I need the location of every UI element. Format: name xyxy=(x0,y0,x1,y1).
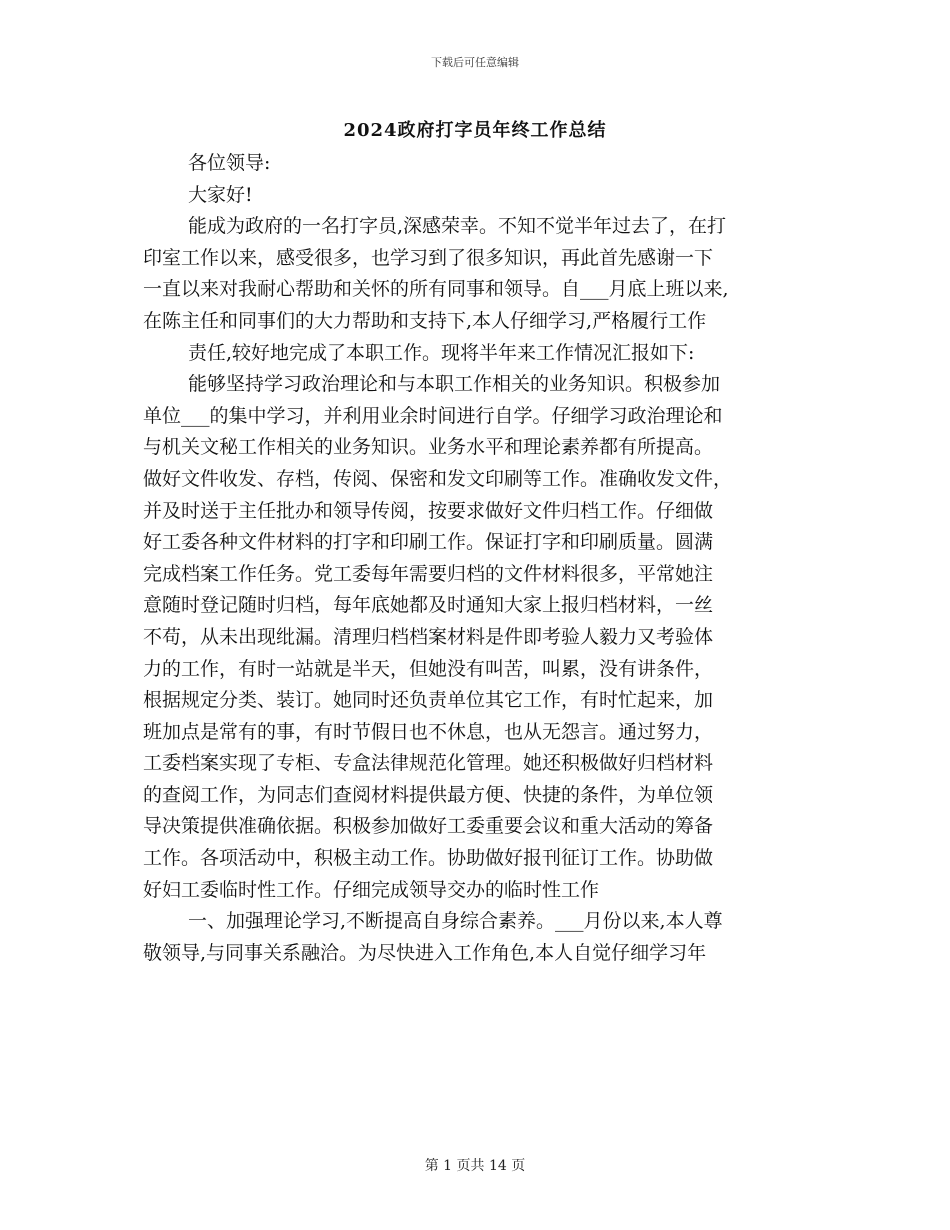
text-line: 能够坚持学习政治理论和与本职工作相关的业务知识。积极参加 xyxy=(188,373,721,396)
text-line: 与机关文秘工作相关的业务知识。业务水平和理论素养都有所提高。 xyxy=(143,436,714,459)
text-line: 做好文件收发、存档，传阅、保密和发文印刷等工作。准确收发文件， xyxy=(143,467,733,490)
text-line: 力的工作，有时一站就是半天，但她没有叫苦，叫累，没有讲条件， xyxy=(143,657,714,680)
text-line: 的查阅工作，为同志们查阅材料提供最方便、快捷的条件，为单位领 xyxy=(143,783,714,806)
text-line: 意随时登记随时归档，每年底她都及时通知大家上报归档材料，一丝 xyxy=(143,594,714,617)
text-line: 导决策提供准确依据。积极参加做好工委重要会议和重大活动的筹备 xyxy=(143,815,714,838)
text-line: 在陈主任和同事们的大力帮助和支持下,本人仔细学习,严格履行工作 xyxy=(143,309,707,332)
text-line: 责任,较好地完成了本职工作。现将半年来工作情况汇报如下: xyxy=(188,341,695,364)
text-line: 一直以来对我耐心帮助和关怀的所有同事和领导。自___月底上班以来, xyxy=(143,278,729,301)
text-line: 班加点是常有的事，有时节假日也不休息，也从无怨言。通过努力， xyxy=(143,720,714,743)
text-line: 工委档案实现了专柜、专盒法律规范化管理。她还积极做好归档材料 xyxy=(143,752,714,775)
section-heading-line: 一、加强理论学习,不断提高自身综合素养。___月份以来,本人尊 xyxy=(188,910,723,933)
text-line: 好妇工委临时性工作。仔细完成领导交办的临时性工作 xyxy=(143,878,600,901)
text-line: 能成为政府的一名打字员,深感荣幸。不知不觉半年过去了，在打 xyxy=(188,215,727,238)
text-line: 根据规定分类、装订。她同时还负责单位其它工作，有时忙起来，加 xyxy=(143,689,714,712)
greeting-line: 大家好! xyxy=(188,183,253,206)
document-body xyxy=(143,148,823,969)
text-line: 并及时送于主任批办和领导传阅，按要求做好文件归档工作。仔细做 xyxy=(143,499,714,522)
text-line: 好工委各种文件材料的打字和印刷工作。保证打字和印刷质量。圆满 xyxy=(143,531,714,554)
page-header-note: 下载后可任意编辑 xyxy=(431,56,519,69)
document-title: 2024政府打字员年终工作总结 xyxy=(343,120,607,141)
salutation-line: 各位领导: xyxy=(188,152,271,174)
text-line: 印室工作以来，感受很多，也学习到了很多知识，再此首先感谢一下 xyxy=(143,246,714,269)
text-line: 单位___的集中学习，并利用业余时间进行自学。仔细学习政治理论和 xyxy=(143,404,723,427)
page-number: 第 1 页共 14 页 xyxy=(424,1158,526,1174)
text-line: 不苟，从未出现纰漏。清理归档档案材料是件即考验人毅力又考验体 xyxy=(143,625,714,648)
text-line: 敬领导,与同事关系融洽。为尽快进入工作角色,本人自觉仔细学习年 xyxy=(143,941,707,964)
text-line: 完成档案工作任务。党工委每年需要归档的文件材料很多，平常她注 xyxy=(143,562,714,585)
text-line: 工作。各项活动中，积极主动工作。协助做好报刊征订工作。协助做 xyxy=(143,847,714,870)
